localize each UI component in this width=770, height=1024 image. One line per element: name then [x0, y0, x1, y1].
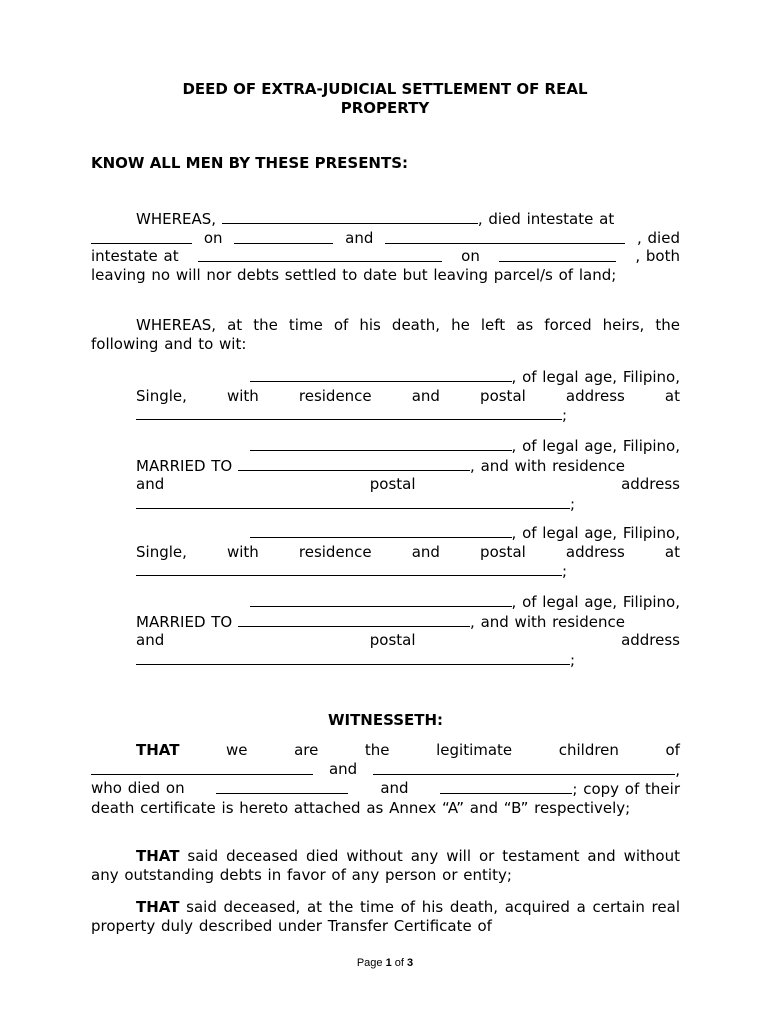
married-to-text: MARRIED TO	[136, 612, 233, 631]
word: address	[565, 386, 625, 405]
whereas-2-text: WHEREAS, at the time of his death, he left as forced heirs, the following and to wit:	[91, 316, 680, 353]
of-word: of	[394, 957, 404, 969]
word: children	[558, 741, 619, 759]
word: of	[665, 741, 680, 759]
death-date-blank-2	[440, 779, 572, 794]
and-text: and	[345, 228, 374, 247]
word: address	[565, 542, 625, 561]
heir-name-blank	[250, 592, 512, 607]
heir-entry-1	[136, 367, 680, 425]
semicolon: ;	[562, 562, 568, 581]
date-blank-2	[499, 247, 616, 262]
word: and	[136, 631, 165, 650]
title-line-1: DEED OF EXTRA-JUDICIAL SETTLEMENT OF REAL	[182, 80, 588, 98]
leaving-text: leaving no will nor debts settled to date but leaving parcel/s of land;	[91, 265, 617, 284]
page-footer	[0, 957, 770, 969]
word: postal	[369, 631, 416, 650]
married-to-text: MARRIED TO	[136, 456, 233, 475]
copy-text: ; copy of their	[572, 780, 680, 799]
both-text: , both	[635, 247, 680, 266]
parent-name-blank	[91, 760, 313, 775]
that-label: THAT	[136, 741, 180, 759]
word: the	[364, 741, 390, 759]
semicolon: ;	[570, 650, 576, 669]
heir-entry-4	[136, 592, 680, 669]
legal-age-text: , of legal age, Filipino,	[511, 437, 680, 455]
word: we	[226, 741, 248, 759]
whereas-paragraph-1	[91, 209, 680, 284]
annex-text: death certificate is hereto attached as Annex “A” and “B” respectively;	[91, 798, 631, 817]
know-all-heading: KNOW ALL MEN BY THESE PRESENTS:	[91, 154, 409, 172]
place-blank	[91, 229, 192, 244]
and-text: and	[328, 759, 358, 778]
deceased-name-blank	[222, 209, 478, 224]
died-intestate-at-text: , died intestate at	[477, 210, 615, 228]
page-number: 1	[385, 957, 392, 969]
legal-age-text: , of legal age, Filipino,	[511, 524, 680, 542]
on-text: on	[203, 228, 223, 247]
death-date-blank	[216, 779, 348, 794]
word: and	[411, 386, 440, 405]
that-2-text: said deceased died without any will or testament and without any outstanding debts in favor of any person or entity;	[91, 847, 680, 884]
semicolon: ;	[562, 406, 568, 425]
comma: ,	[675, 760, 680, 779]
spouse-blank	[238, 456, 470, 471]
word: with	[226, 386, 259, 405]
that-paragraph-3	[91, 898, 680, 935]
place-blank-2	[198, 247, 442, 262]
that-label: THAT	[136, 898, 180, 916]
on-text-2: on	[461, 247, 480, 266]
word: address	[621, 631, 680, 650]
that-paragraph-2	[91, 847, 680, 884]
word: at	[664, 542, 680, 561]
word: at	[664, 386, 680, 405]
with-residence-text: , and with residence	[470, 456, 625, 475]
word: legitimate	[436, 741, 513, 759]
whereas-paragraph-2	[91, 316, 680, 353]
word: postal	[369, 475, 416, 494]
page-word: Page	[356, 957, 383, 969]
parent-name-blank-2	[373, 760, 675, 775]
word: postal	[480, 542, 526, 561]
spouse-blank	[238, 612, 470, 627]
with-residence-text: , and with residence	[470, 612, 625, 631]
heir-name-blank	[250, 436, 512, 451]
and-text-2: and	[380, 779, 409, 798]
second-deceased-blank	[385, 229, 625, 244]
word: and	[411, 542, 440, 561]
word: with	[226, 542, 259, 561]
date-blank	[234, 229, 333, 244]
that-3-text: said deceased, at the time of his death, acquired a certain real property duly described under Transfer Certificate of	[91, 898, 680, 935]
word: Single,	[136, 386, 187, 405]
legal-age-text: , of legal age, Filipino,	[511, 368, 680, 386]
address-blank	[136, 494, 570, 509]
whereas-label: WHEREAS,	[136, 210, 217, 228]
word: address	[621, 475, 680, 494]
address-blank	[136, 561, 562, 576]
semicolon: ;	[570, 494, 576, 513]
witnesseth-heading: WITNESSETH:	[327, 711, 444, 729]
died-text: , died	[636, 228, 680, 247]
word: postal	[480, 386, 526, 405]
heir-name-blank	[250, 523, 512, 538]
word: and	[136, 475, 165, 494]
legal-age-text: , of legal age, Filipino,	[511, 593, 680, 611]
word: residence	[298, 542, 372, 561]
word: Single,	[136, 542, 187, 561]
page-total: 3	[407, 957, 414, 969]
address-blank	[136, 650, 570, 665]
who-died-text: who died on	[91, 779, 185, 798]
that-label: THAT	[136, 847, 180, 865]
heir-entry-3	[136, 523, 680, 581]
document-title	[90, 80, 680, 118]
word: are	[294, 741, 319, 759]
word: residence	[298, 386, 372, 405]
heir-name-blank	[250, 367, 512, 382]
intestate-at-text: intestate at	[91, 247, 179, 266]
title-line-2: PROPERTY	[340, 99, 430, 117]
heir-entry-2	[136, 436, 680, 513]
address-blank	[136, 405, 562, 420]
that-paragraph-1	[91, 741, 680, 817]
